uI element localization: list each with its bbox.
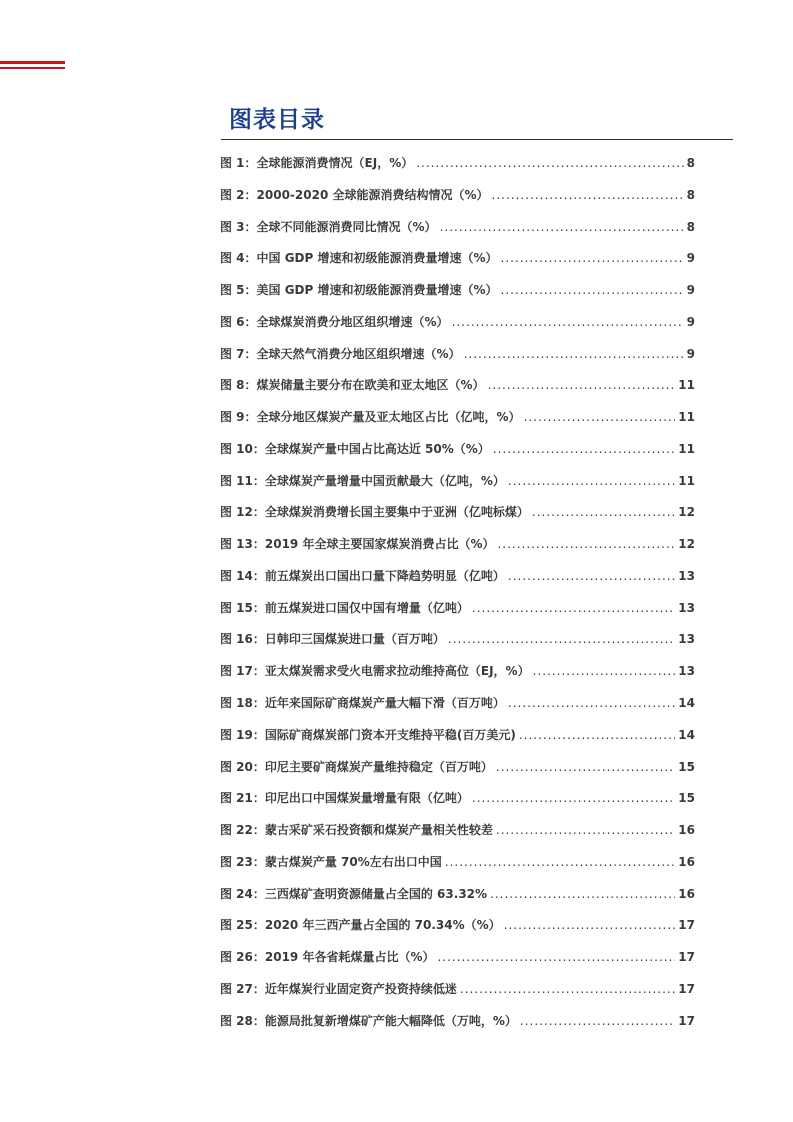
header-accent-lines [0, 61, 65, 69]
toc-page-number: 13 [678, 568, 695, 583]
toc-entry-label: 图 16：日韩印三国煤炭进口量（百万吨） [220, 632, 445, 647]
toc-dot-leader [492, 180, 684, 212]
toc-entry-label: 图 17：亚太煤炭需求受火电需求拉动维持高位（EJ，%） [220, 664, 530, 679]
toc-entry-label: 图 12：全球煤炭消费增长国主要集中于亚洲（亿吨标煤） [220, 505, 529, 520]
toc-page-number: 8 [686, 187, 695, 202]
toc-entry-label: 图 6：全球煤炭消费分地区组织增速（%） [220, 314, 449, 329]
toc-page-number: 17 [678, 950, 695, 965]
toc-page-number: 9 [686, 346, 695, 361]
toc-dot-leader [490, 879, 675, 911]
toc-entry-label: 图 26：2019 年各省耗煤量占比（%） [220, 950, 435, 965]
toc-entry-label: 图 15：前五煤炭进口国仅中国有增量（亿吨） [220, 600, 469, 615]
toc-entry[interactable] [220, 466, 695, 498]
toc-entry[interactable] [220, 783, 695, 815]
toc-entry[interactable] [220, 942, 695, 974]
toc-entry-label: 图 28：能源局批复新增煤矿产能大幅降低（万吨，%） [220, 1013, 517, 1028]
toc-page-number: 13 [678, 600, 695, 615]
toc-dot-leader [440, 212, 684, 244]
toc-dot-leader [497, 529, 675, 561]
toc-dot-leader [496, 752, 675, 784]
toc-entry-label: 图 23：蒙古煤炭产量 70%左右出口中国 [220, 854, 442, 869]
toc-entry[interactable] [220, 529, 695, 561]
toc-entry[interactable] [220, 148, 695, 180]
toc-entry-label: 图 7：全球天然气消费分地区组织增速（%） [220, 346, 461, 361]
toc-entry[interactable] [220, 656, 695, 688]
toc-dot-leader [448, 624, 675, 656]
toc-dot-leader [472, 593, 675, 625]
toc-page-number: 11 [678, 441, 695, 456]
toc-dot-leader [460, 974, 675, 1006]
toc-entry[interactable] [220, 434, 695, 466]
toc-entry-label: 图 1：全球能源消费情况（EJ，%） [220, 156, 414, 170]
toc-page-number: 11 [678, 473, 695, 488]
toc-entry-label: 图 19：国际矿商煤炭部门资本开支维持平稳(百万美元) [220, 727, 516, 742]
toc-page-number: 11 [678, 378, 695, 393]
toc-entry[interactable] [220, 307, 695, 339]
toc-entry-label: 图 24：三西煤矿查明资源储量占全国的 63.32% [220, 886, 488, 901]
toc-entry-label: 图 13：2019 年全球主要国家煤炭消费占比（%） [220, 537, 495, 552]
toc-entry[interactable] [220, 275, 695, 307]
toc-entry[interactable] [220, 180, 695, 212]
toc-page-number: 15 [678, 791, 695, 806]
toc-entry[interactable] [220, 910, 695, 942]
toc-dot-leader [416, 148, 683, 180]
toc-entry[interactable] [220, 243, 695, 275]
toc-entry-label: 图 20：印尼主要矿商煤炭产量维持稳定（百万吨） [220, 759, 493, 774]
toc-page-number: 17 [678, 918, 695, 933]
toc-dot-leader [508, 466, 675, 498]
toc-page-number: 13 [678, 664, 695, 679]
toc-dot-leader [533, 656, 676, 688]
toc-page-number: 14 [678, 727, 695, 742]
toc-dot-leader [520, 1006, 675, 1038]
toc-entry[interactable] [220, 688, 695, 720]
toc-page-number: 8 [686, 156, 695, 170]
toc-entry[interactable] [220, 752, 695, 784]
toc-page-number: 17 [678, 1013, 695, 1028]
toc-page-number: 15 [678, 759, 695, 774]
toc-entry-label: 图 5：美国 GDP 增速和初级能源消费量增速（%） [220, 283, 498, 298]
title-divider [221, 139, 733, 140]
toc-dot-leader [488, 370, 676, 402]
toc-entry[interactable] [220, 370, 695, 402]
toc-page-number: 16 [678, 823, 695, 838]
toc-page-number: 9 [686, 283, 695, 298]
toc-entry-label: 图 2：2000-2020 全球能源消费结构情况（%） [220, 187, 489, 202]
toc-dot-leader [501, 243, 684, 275]
toc-entry[interactable] [220, 815, 695, 847]
toc-page-number: 9 [686, 314, 695, 329]
toc-entry-label: 图 11：全球煤炭产量增量中国贡献最大（亿吨，%） [220, 473, 505, 488]
toc-page-number: 12 [678, 505, 695, 520]
toc-dot-leader [464, 339, 684, 371]
toc-entry-label: 图 18：近年来国际矿商煤炭产量大幅下滑（百万吨） [220, 696, 505, 711]
accent-line-thin [0, 67, 65, 69]
toc-entry-label: 图 22：蒙古采矿采石投资额和煤炭产量相关性较差 [220, 823, 493, 838]
figure-toc-list [220, 148, 695, 1037]
toc-entry-label: 图 25：2020 年三西产量占全国的 70.34%（%） [220, 918, 501, 933]
toc-entry[interactable] [220, 1006, 695, 1038]
toc-entry-label: 图 27：近年煤炭行业固定资产投资持续低迷 [220, 981, 457, 996]
toc-page-number: 8 [686, 219, 695, 234]
toc-dot-leader [524, 402, 676, 434]
toc-entry-label: 图 10：全球煤炭产量中国占比高达近 50%（%） [220, 441, 490, 456]
toc-dot-leader [472, 783, 675, 815]
toc-page-number: 13 [678, 632, 695, 647]
toc-entry[interactable] [220, 339, 695, 371]
toc-dot-leader [504, 910, 676, 942]
toc-dot-leader [519, 720, 675, 752]
toc-entry[interactable] [220, 593, 695, 625]
toc-entry[interactable] [220, 561, 695, 593]
toc-entry[interactable] [220, 497, 695, 529]
toc-dot-leader [508, 561, 675, 593]
toc-page-number: 16 [678, 886, 695, 901]
toc-dot-leader [508, 688, 675, 720]
toc-page-number: 12 [678, 537, 695, 552]
toc-entry-label: 图 9：全球分地区煤炭产量及亚太地区占比（亿吨，%） [220, 410, 521, 425]
toc-page-number: 9 [686, 251, 695, 266]
toc-entry-label: 图 21：印尼出口中国煤炭量增量有限（亿吨） [220, 791, 469, 806]
toc-dot-leader [452, 307, 684, 339]
toc-entry[interactable] [220, 402, 695, 434]
toc-entry[interactable] [220, 847, 695, 879]
toc-entry[interactable] [220, 212, 695, 244]
toc-dot-leader [501, 275, 684, 307]
toc-entry-label: 图 4：中国 GDP 增速和初级能源消费量增速（%） [220, 251, 498, 266]
toc-page-number: 14 [678, 696, 695, 711]
toc-page-number: 17 [678, 981, 695, 996]
toc-dot-leader [437, 942, 675, 974]
toc-entry[interactable] [220, 720, 695, 752]
toc-dot-leader [532, 497, 675, 529]
toc-dot-leader [493, 434, 675, 466]
toc-entry-label: 图 8：煤炭储量主要分布在欧美和亚太地区（%） [220, 378, 485, 393]
toc-dot-leader [445, 847, 676, 879]
toc-dot-leader [496, 815, 675, 847]
toc-entry[interactable] [220, 879, 695, 911]
toc-entry[interactable] [220, 974, 695, 1006]
toc-entry-label: 图 3：全球不同能源消费同比情况（%） [220, 219, 437, 234]
page-title: 图表目录 [229, 107, 325, 133]
toc-entry-label: 图 14：前五煤炭出口国出口量下降趋势明显（亿吨） [220, 568, 505, 583]
toc-page-number: 16 [678, 854, 695, 869]
toc-page-number: 11 [678, 410, 695, 425]
toc-entry[interactable] [220, 624, 695, 656]
